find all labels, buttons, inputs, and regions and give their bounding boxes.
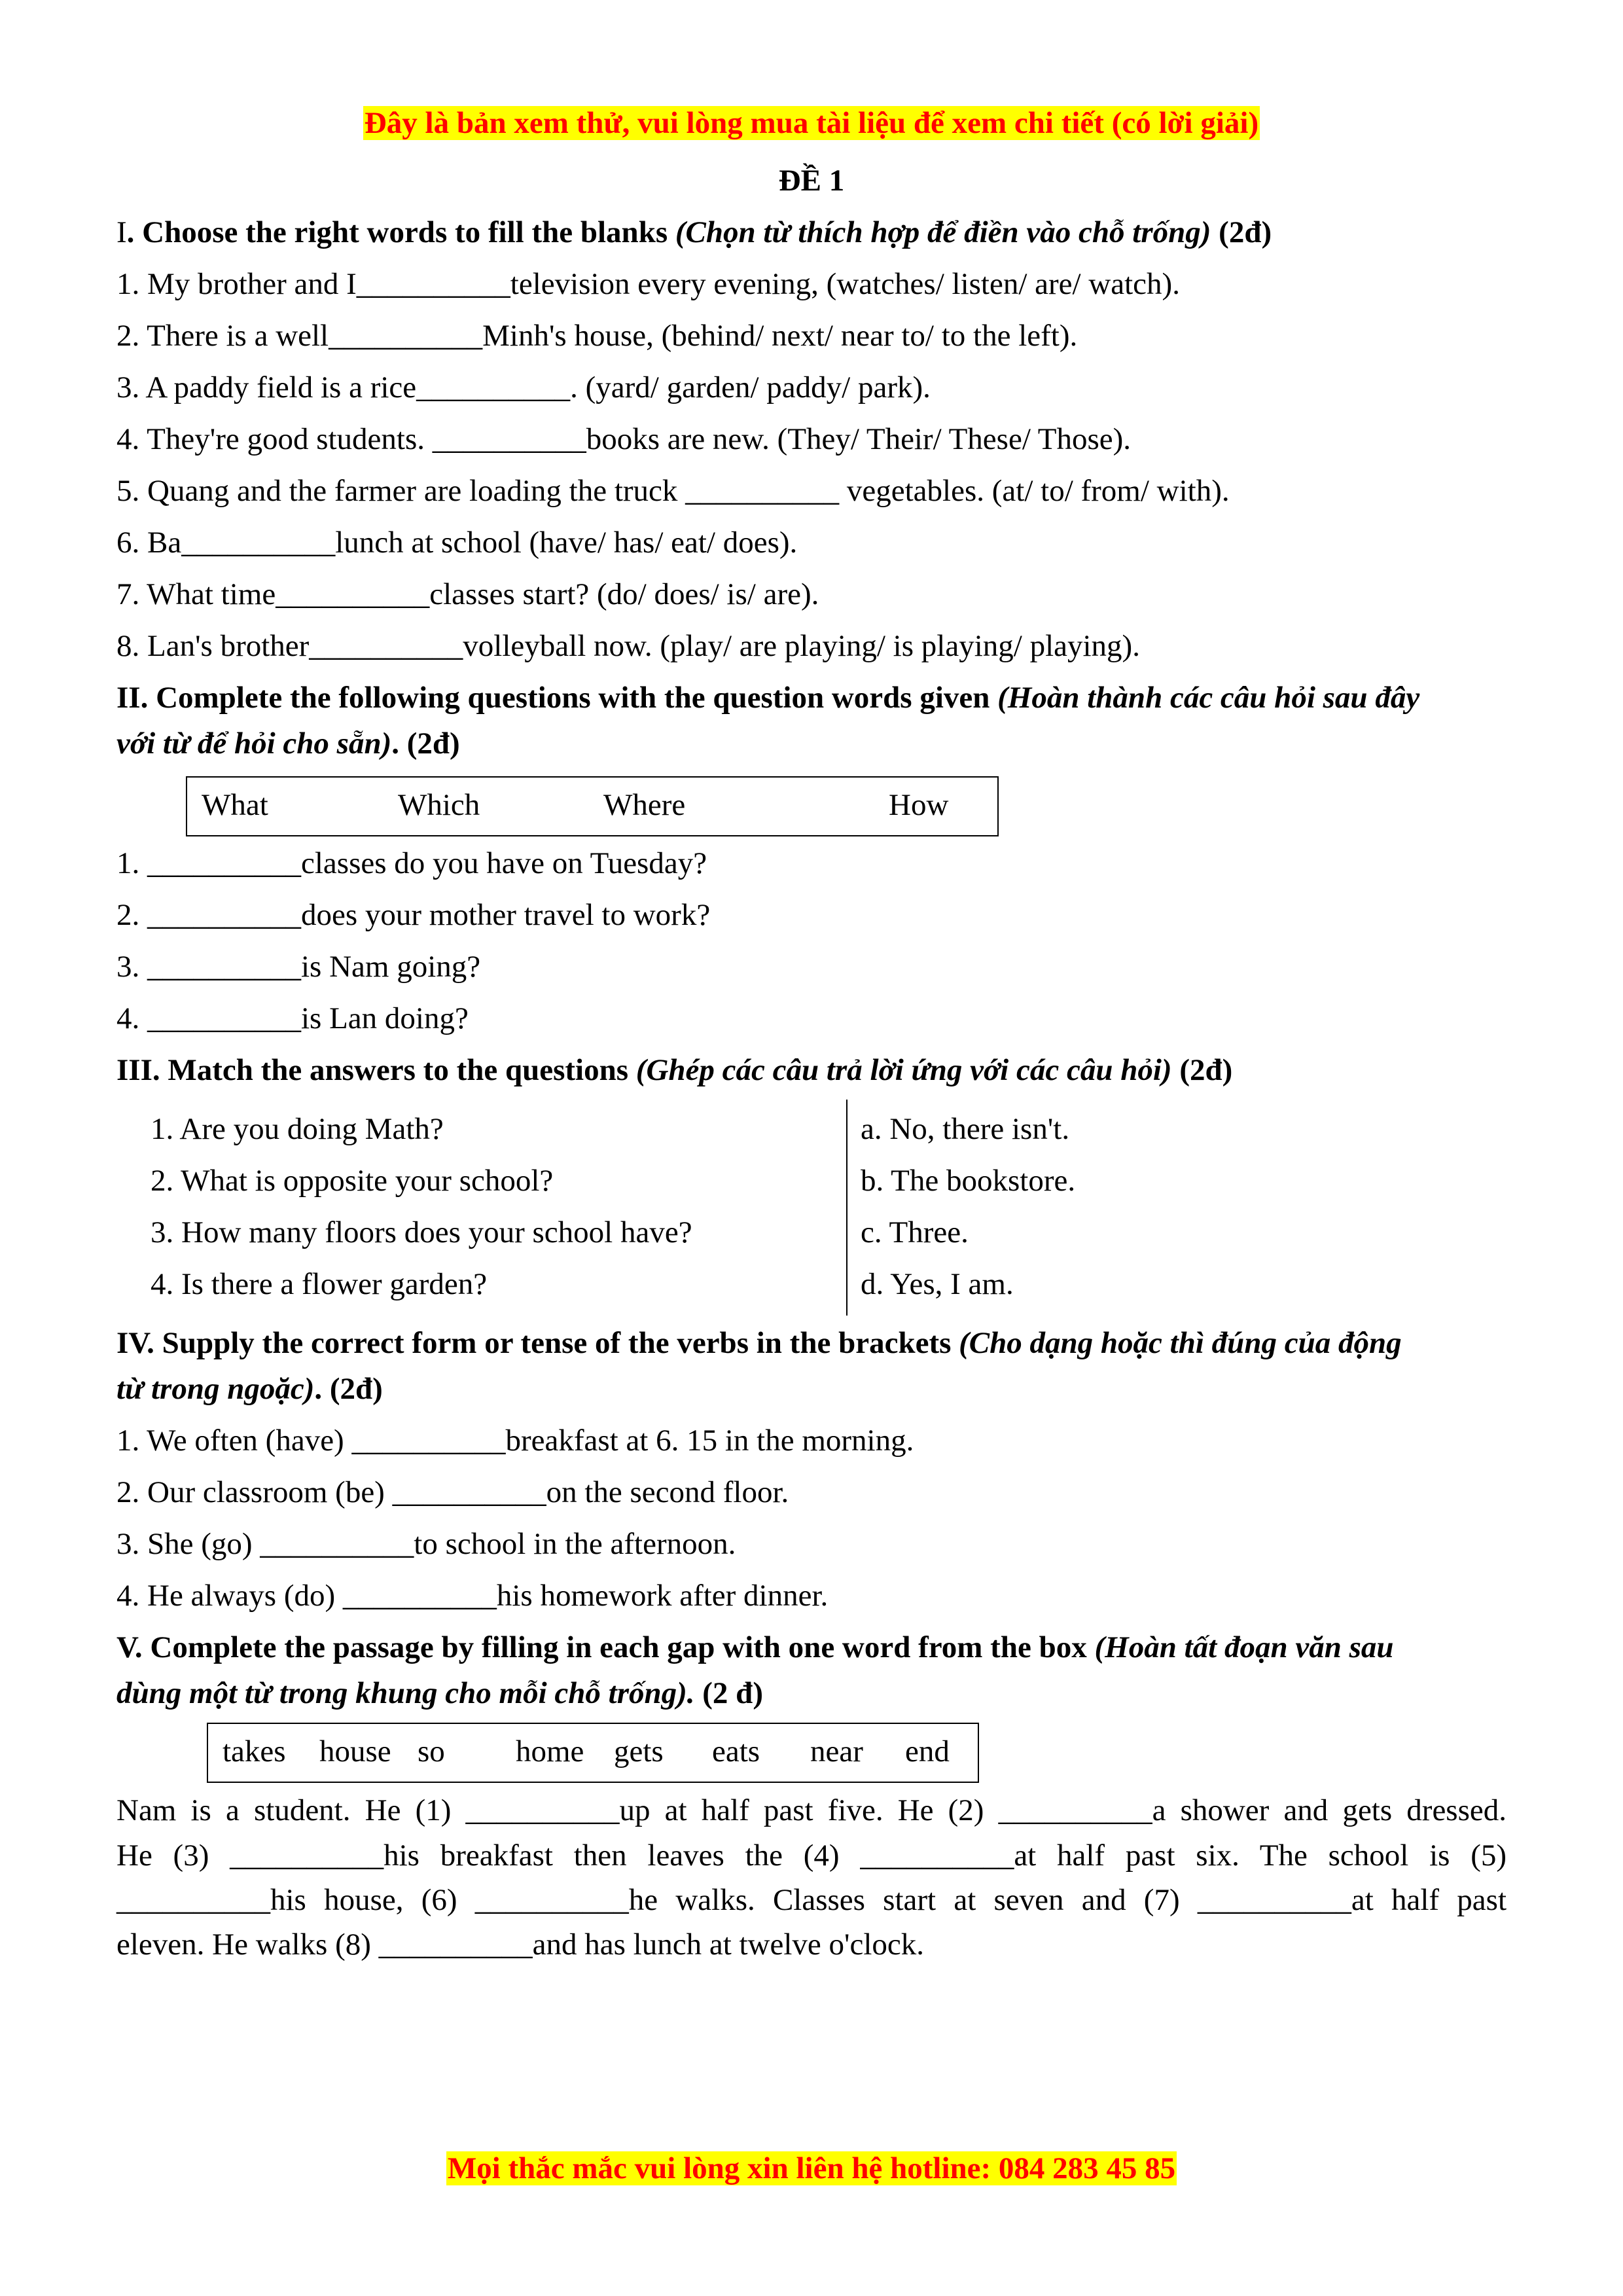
word-how: How bbox=[889, 788, 949, 822]
s2-item: 1. __________classes do you have on Tuesday? bbox=[116, 846, 707, 880]
section-5-heading-cont: dùng một từ trong khung cho mỗi chỗ trống). (2 đ) bbox=[116, 1676, 763, 1710]
s1-item: 2. There is a well__________Minh's house, (behind/ next/ near to/ to the left). bbox=[116, 319, 1078, 353]
match-answer: c. Three. bbox=[861, 1215, 969, 1249]
hotline-notice bbox=[116, 2149, 1507, 2188]
section-3-heading: III. Match the answers to the questions (Ghép các câu trả lời ứng với các câu hỏi) (2đ) bbox=[116, 1053, 1233, 1087]
s1-item: 3. A paddy field is a rice__________. (yard/ garden/ paddy/ park). bbox=[116, 370, 931, 404]
word-bank-box bbox=[207, 1723, 979, 1783]
word-which: Which bbox=[398, 788, 480, 822]
match-divider bbox=[846, 1100, 847, 1316]
passage-line: __________his house, (6) __________he walks. Classes start at seven and (7) __________at half past bbox=[116, 1883, 1507, 1917]
hotline-notice-text: Mọi thắc mắc vui lòng xin liên hệ hotline: 084 283 45 85 bbox=[447, 2151, 1176, 2185]
match-question: 2. What is opposite your school? bbox=[151, 1164, 554, 1198]
bank-word: end bbox=[905, 1734, 950, 1768]
exam-title-text: ĐỀ 1 bbox=[778, 164, 845, 198]
section-4-heading-cont: từ trong ngoặc). (2đ) bbox=[116, 1372, 383, 1406]
s1-item: 1. My brother and I__________television every evening, (watches/ listen/ are/ watch). bbox=[116, 267, 1180, 301]
section-5-heading: V. Complete the passage by filling in each gap with one word from the box (Hoàn tất đoạn văn sau bbox=[116, 1630, 1394, 1664]
bank-word: takes bbox=[223, 1734, 286, 1768]
bank-word: near bbox=[810, 1734, 863, 1768]
match-answer: a. No, there isn't. bbox=[861, 1112, 1070, 1146]
s4-item: 2. Our classroom (be) __________on the second floor. bbox=[116, 1475, 789, 1509]
s1-item: 5. Quang and the farmer are loading the truck __________ vegetables. (at/ to/ from/ with). bbox=[116, 474, 1230, 508]
passage-line: He (3) __________his breakfast then leaves the (4) __________at half past six. The school is (5) bbox=[116, 1839, 1507, 1873]
match-question: 4. Is there a flower garden? bbox=[151, 1267, 488, 1301]
s1-item: 6. Ba__________lunch at school (have/ has/ eat/ does). bbox=[116, 526, 798, 560]
bank-word: so bbox=[418, 1734, 445, 1768]
s4-item: 1. We often (have) __________breakfast at 6. 15 in the morning. bbox=[116, 1424, 914, 1458]
passage-line: eleven. He walks (8) __________and has lunch at twelve o'clock. bbox=[116, 1928, 925, 1962]
passage-line: Nam is a student. He (1) __________up at half past five. He (2) __________a shower and gets dressed. bbox=[116, 1793, 1507, 1827]
bank-word: eats bbox=[712, 1734, 760, 1768]
section-2-heading: II. Complete the following questions with the question words given (Hoàn thành các câu hỏi sau đây bbox=[116, 681, 1420, 715]
s2-item: 4. __________is Lan doing? bbox=[116, 1001, 469, 1035]
match-question: 1. Are you doing Math? bbox=[151, 1112, 444, 1146]
exam-title bbox=[116, 161, 1507, 200]
question-words-box bbox=[186, 776, 999, 836]
s4-item: 3. She (go) __________to school in the afternoon. bbox=[116, 1527, 736, 1561]
word-where: Where bbox=[603, 788, 686, 822]
s2-item: 3. __________is Nam going? bbox=[116, 950, 481, 984]
preview-notice bbox=[116, 103, 1507, 143]
s1-item: 7. What time__________classes start? (do/ does/ is/ are). bbox=[116, 577, 819, 611]
s4-item: 4. He always (do) __________his homework after dinner. bbox=[116, 1579, 829, 1613]
bank-word: gets bbox=[614, 1734, 664, 1768]
match-answer: b. The bookstore. bbox=[861, 1164, 1076, 1198]
s1-item: 8. Lan's brother__________volleyball now. (play/ are playing/ is playing/ playing). bbox=[116, 629, 1140, 663]
section-1-heading: I. Choose the right words to fill the blanks (Chọn từ thích hợp để điền vào chỗ trống) (2đ) bbox=[116, 215, 1272, 249]
section-4-heading: IV. Supply the correct form or tense of the verbs in the brackets (Cho dạng hoặc thì đúng của động bbox=[116, 1326, 1402, 1360]
bank-word: house bbox=[319, 1734, 391, 1768]
bank-word: home bbox=[516, 1734, 584, 1768]
word-what: What bbox=[202, 788, 268, 822]
preview-notice-text: Đây là bản xem thử, vui lòng mua tài liệu để xem chi tiết (có lời giải) bbox=[364, 106, 1259, 140]
section-2-heading-cont: với từ để hỏi cho sẵn). (2đ) bbox=[116, 726, 460, 761]
match-answer: d. Yes, I am. bbox=[861, 1267, 1014, 1301]
s1-item: 4. They're good students. __________books are new. (They/ Their/ These/ Those). bbox=[116, 422, 1132, 456]
match-question: 3. How many floors does your school have? bbox=[151, 1215, 692, 1249]
s2-item: 2. __________does your mother travel to work? bbox=[116, 898, 711, 932]
